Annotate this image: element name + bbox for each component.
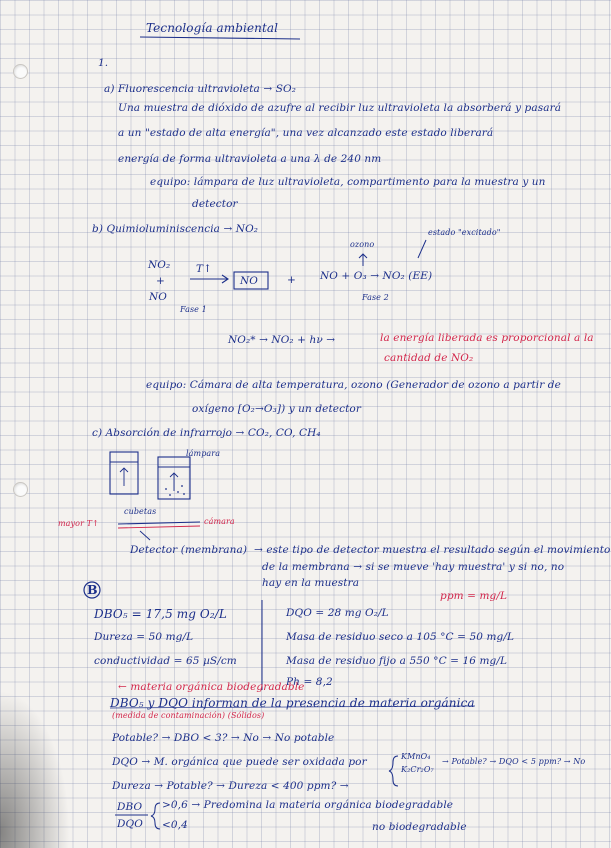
detector-description: de la membrana → si se mueve 'hay muestra' y si no, no xyxy=(262,561,565,573)
phase-1-label: Fase 1 xyxy=(180,305,207,314)
ratio-denominator: DQO xyxy=(117,818,143,830)
reaction-line: NO + O₃ → NO₂ (EE) xyxy=(320,270,433,282)
question-potable: Potable? → DBO < 3? → No → No potable xyxy=(112,732,335,744)
red-note: ← materia orgánica biodegradable xyxy=(118,681,305,693)
parameter-residuo-fijo: Masa de residuo fijo a 550 °C = 16 mg/L xyxy=(286,655,508,667)
equipment-line: equipo: Cámara de alta temperatura, ozono (Generador de ozono a partir de xyxy=(146,379,561,391)
ratio-numerator: DBO xyxy=(117,801,143,813)
plus-sign: + xyxy=(287,274,296,286)
ratio-high: >0,6 → Predomina la materia orgánica biodegradable xyxy=(162,799,454,811)
reactant-plus: + xyxy=(156,275,165,287)
ppm-note: ppm = mg/L xyxy=(440,590,508,602)
text-line: Una muestra de dióxido de azufre al recibir luz ultravioleta la absorberá y pasará xyxy=(118,102,562,114)
parameter-dbo: DBO₅ = 17,5 mg O₂/L xyxy=(94,607,227,621)
detector-description: → este tipo de detector muestra el resultado según el movimiento xyxy=(254,544,611,556)
red-small-note: (medida de contaminación) (Sólidos) xyxy=(112,711,265,720)
parameter-ph: Ph = 8,2 xyxy=(286,676,333,688)
emission-line: NO₂* → NO₂ + hν → xyxy=(228,334,336,346)
parameter-residuo-seco: Masa de residuo seco a 105 °C = 50 mg/L xyxy=(286,631,515,643)
boxed-no: NO xyxy=(240,275,258,287)
chamber-label: cámara xyxy=(204,517,235,526)
question-dqo-result: → Potable? → DQO < 5 ppm? → No xyxy=(442,757,586,766)
reactant-no2: NO₂ xyxy=(148,259,171,271)
text-line: a un "estado de alta energía", una vez alcanzado este estado liberará xyxy=(118,127,494,139)
oxidant-kmno4: KMnO₄ xyxy=(401,752,431,761)
parameter-dqo: DQO = 28 mg O₂/L xyxy=(286,607,389,619)
equipment-line: detector xyxy=(192,198,238,210)
heading-b: b) Quimioluminiscencia → NO₂ xyxy=(92,223,259,235)
text-line: energía de forma ultravioleta a una λ de 240 nm xyxy=(118,153,382,165)
question-dqo: DQO → M. orgánica que puede ser oxidada por xyxy=(112,756,367,768)
section-number: 1. xyxy=(98,57,109,69)
cuvettes-label: cubetas xyxy=(124,507,157,516)
equipment-line: oxígeno [O₂→O₃]) y un detector xyxy=(192,403,361,415)
phase-2-label: Fase 2 xyxy=(362,293,389,302)
heading-c: c) Absorción de infrarrojo → CO₂, CO, CH₄ xyxy=(92,427,321,439)
parameter-dureza: Dureza = 50 mg/L xyxy=(94,631,194,643)
section-b-number: B xyxy=(87,582,98,597)
detector-description: hay en la muestra xyxy=(262,577,360,589)
ozono-label: ozono xyxy=(350,240,375,249)
detector-label: Detector (membrana) xyxy=(130,544,248,556)
temperature-label: T↑ xyxy=(196,263,213,275)
ratio-low-note: no biodegradable xyxy=(372,821,467,833)
heading-a: a) Fluorescencia ultravioleta → SO₂ xyxy=(104,83,297,95)
red-note: cantidad de NO₂ xyxy=(384,352,474,364)
equipment-line: equipo: lámpara de luz ultravioleta, compartimento para la muestra y un xyxy=(150,176,546,188)
mayor-label: mayor T↑ xyxy=(58,519,99,528)
reactant-no: NO xyxy=(149,291,167,303)
oxidant-k2cr2o7: K₂Cr₂O₇ xyxy=(401,765,434,774)
red-note: la energía liberada es proporcional a la xyxy=(380,332,594,344)
excited-label: estado "excitado" xyxy=(428,228,501,237)
parameter-conductividad: conductividad = 65 µS/cm xyxy=(94,655,237,667)
question-dureza: Dureza → Potable? → Dureza < 400 ppm? → xyxy=(112,780,349,792)
ratio-low: <0,4 xyxy=(162,819,188,831)
inform-line: DBO₅ y DQO informan de la presencia de materia orgánica xyxy=(110,696,475,710)
page-title: Tecnología ambiental xyxy=(146,21,279,35)
lamp-label: lámpara xyxy=(186,449,221,458)
